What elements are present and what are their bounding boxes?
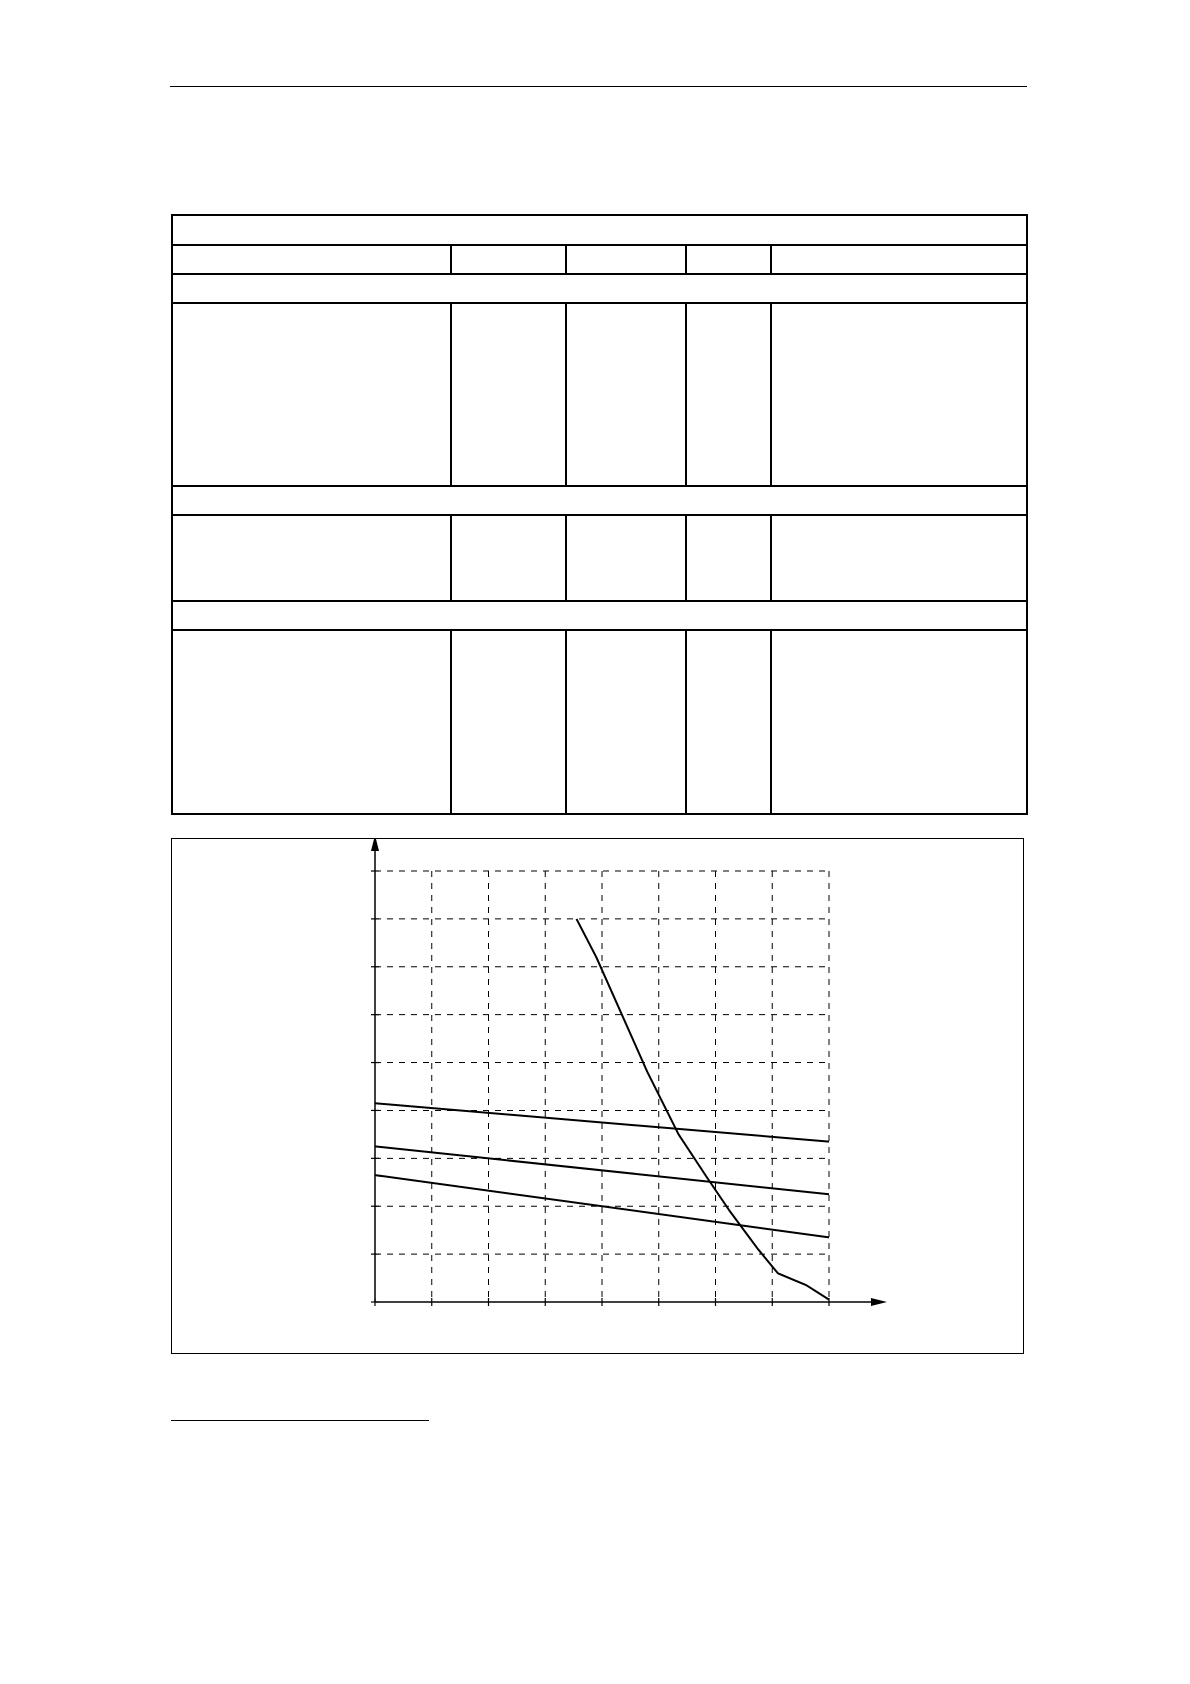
table-rule-section-1-end — [173, 485, 1026, 487]
table-rule-section-2 — [173, 514, 1026, 516]
chart-series — [375, 919, 829, 1300]
header-rule — [170, 86, 1027, 87]
chart-figure — [171, 838, 1024, 1354]
table-rule-section-3 — [173, 629, 1026, 631]
table-rule-section-1 — [173, 302, 1026, 304]
col-divider — [450, 514, 452, 600]
line-chart — [172, 839, 1025, 1355]
y-axis-arrow-icon — [371, 839, 379, 851]
col-divider — [565, 629, 567, 813]
col-divider — [450, 629, 452, 813]
col-divider — [770, 514, 772, 600]
col-divider — [685, 302, 687, 485]
table-rule-header — [173, 273, 1026, 275]
col-divider — [770, 629, 772, 813]
col-divider — [685, 629, 687, 813]
data-table — [171, 214, 1028, 815]
col-divider — [450, 244, 452, 273]
col-divider — [450, 302, 452, 485]
x-axis-arrow-icon — [871, 1298, 887, 1306]
table-rule-title — [173, 244, 1026, 246]
chart-axes — [371, 839, 887, 1306]
footnote-rule — [171, 1420, 429, 1421]
col-divider — [685, 514, 687, 600]
col-divider — [770, 302, 772, 485]
chart-grid — [375, 871, 829, 1302]
col-divider — [565, 302, 567, 485]
col-divider — [685, 244, 687, 273]
col-divider — [770, 244, 772, 273]
col-divider — [565, 244, 567, 273]
table-rule-section-2-end — [173, 600, 1026, 602]
col-divider — [565, 514, 567, 600]
series-line-1 — [577, 919, 830, 1300]
